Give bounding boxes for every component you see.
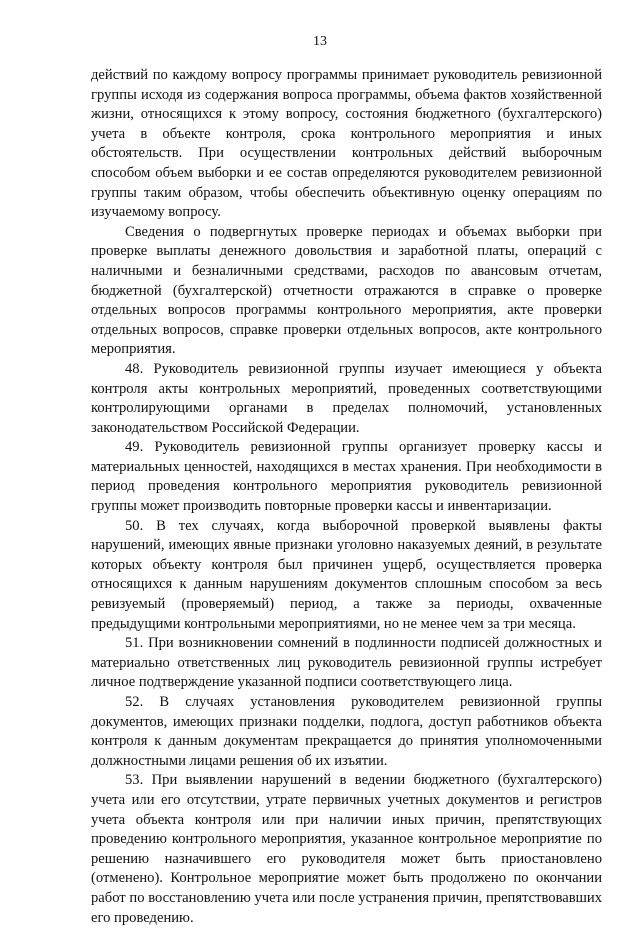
paragraph-48: 48. Руководитель ревизионной группы изучает имеющиеся у объекта контроля акты контрольных мероприятий, проведенных соответствующими контролирующими органами в пределах полномочий, установленных законодательством Российской Федерации. [91, 360, 602, 436]
page-number: 13 [313, 34, 327, 49]
paragraph-53: 53. При выявлении нарушений в ведении бюджетного (бухгалтерского) учета или его отсутствии, утрате первичных учетных документов и регистров учета объекта контроля или при наличии иных причин, препятствующих проведению контрольного мероприятия, указанное контрольное мероприятие по решению назначившего его руководителя может быть приостановлено (отменено). Контрольное мероприятие может быть продолжено по окончании работ по восстановлению учета или после устранения причин, препятствовавших его проведению. [91, 772, 602, 926]
paragraph-continuation: действий по каждому вопросу программы принимает руководитель ревизионной группы исходя из содержания вопроса программы, объема фактов хозяйственной жизни, относящихся к этому вопросу, состояния бюджетного (бухгалтерского) учета в объекте контроля, срока контрольного мероприятия и иных обстоятельств. При осуществлении контрольных действий выборочным способом объем выборки и ее состав определяются руководителем ревизионной группы таким образом, чтобы обеспечить объективную оценку операциям по изучаемому вопросу. [91, 67, 602, 221]
paragraph-49: 49. Руководитель ревизионной группы организует проверку кассы и материальных ценностей, находящихся в местах хранения. При необходимости в период проведения контрольного мероприятия руководитель ревизионной группы может производить повторные проверки кассы и инвентаризации. [91, 439, 602, 515]
document-body [91, 66, 602, 928]
paragraph-52: 52. В случаях установления руководителем ревизионной группы документов, имеющих признаки подделки, подлога, доступ работников объекта контроля к данным документам прекращается до принятия уполномоченными должностными лицами решения об их изъятии. [91, 694, 602, 769]
paragraph-51: 51. При возникновении сомнений в подлинности подписей должностных и материально ответственных лиц руководитель ревизионной группы истребует личное подтверждение указанной подписи соответствующего лица. [91, 635, 602, 691]
paragraph-sample-info: Сведения о подвергнутых проверке периодах и объемах выборки при проверке выплаты денежного довольствия и заработной платы, операций с наличными и безналичными средствами, расходов по авансовым отчетам, бюджетной (бухгалтерской) отчетности отражаются в справке о проверке отдельных вопросов программы контрольного мероприятия, акте проверки отдельных вопросов, справке проверки отдельных вопросов, акте контрольного мероприятия. [91, 223, 602, 358]
paragraph-50: 50. В тех случаях, когда выборочной проверкой выявлены факты нарушений, имеющих явные признаки уголовно наказуемых деяний, в результате которых объекту контроля был причинен ущерб, осуществляется проверка относящихся к данным нарушениям документов сплошным способом за весь ревизуемый (проверяемый) период, а также за периоды, охваченные предыдущими контрольными мероприятиями, но не менее чем за три месяца. [91, 517, 602, 632]
